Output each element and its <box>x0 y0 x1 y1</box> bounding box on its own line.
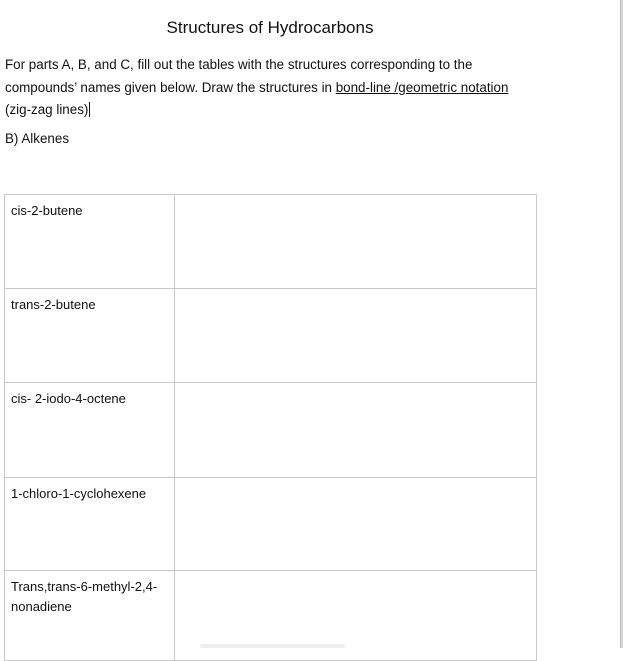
compound-cell[interactable] <box>5 383 175 478</box>
instructions-paragraph[interactable] <box>5 54 525 122</box>
compound-name: cis- 2-iodo-4-octene <box>11 391 126 406</box>
compound-cell[interactable] <box>5 571 175 661</box>
instructions-text-end: (zig-zag lines) <box>5 102 89 117</box>
bottom-toolbar-shadow <box>200 644 345 648</box>
structure-answer-cell[interactable] <box>175 383 537 478</box>
table-row <box>5 383 537 478</box>
compound-name: cis-2-butene <box>11 203 83 218</box>
compound-cell[interactable] <box>5 478 175 571</box>
compound-cell[interactable] <box>5 289 175 383</box>
structure-answer-cell[interactable] <box>175 195 537 289</box>
compound-name: trans-2-butene <box>11 297 96 312</box>
alkenes-table <box>4 194 537 661</box>
table-row <box>5 478 537 571</box>
section-heading: B) Alkenes <box>5 131 70 146</box>
structure-answer-cell[interactable] <box>175 478 537 571</box>
table-row <box>5 289 537 383</box>
compound-name: 1-chloro-1-cyclohexene <box>11 486 147 501</box>
text-cursor <box>89 102 90 117</box>
compound-name: Trans,trans-6-methyl-2,4-nonadiene <box>11 579 158 614</box>
table-row <box>5 195 537 289</box>
structure-answer-cell[interactable] <box>175 289 537 383</box>
compound-cell[interactable] <box>5 195 175 289</box>
instructions-underlined-text: bond-line /geometric notation <box>335 79 509 95</box>
document-title: Structures of Hydrocarbons <box>166 18 374 37</box>
instructions-text: For parts A, B, and C, fill out the tables with the structures corresponding to the compounds’ names given below. Draw the structures in <box>5 57 473 95</box>
